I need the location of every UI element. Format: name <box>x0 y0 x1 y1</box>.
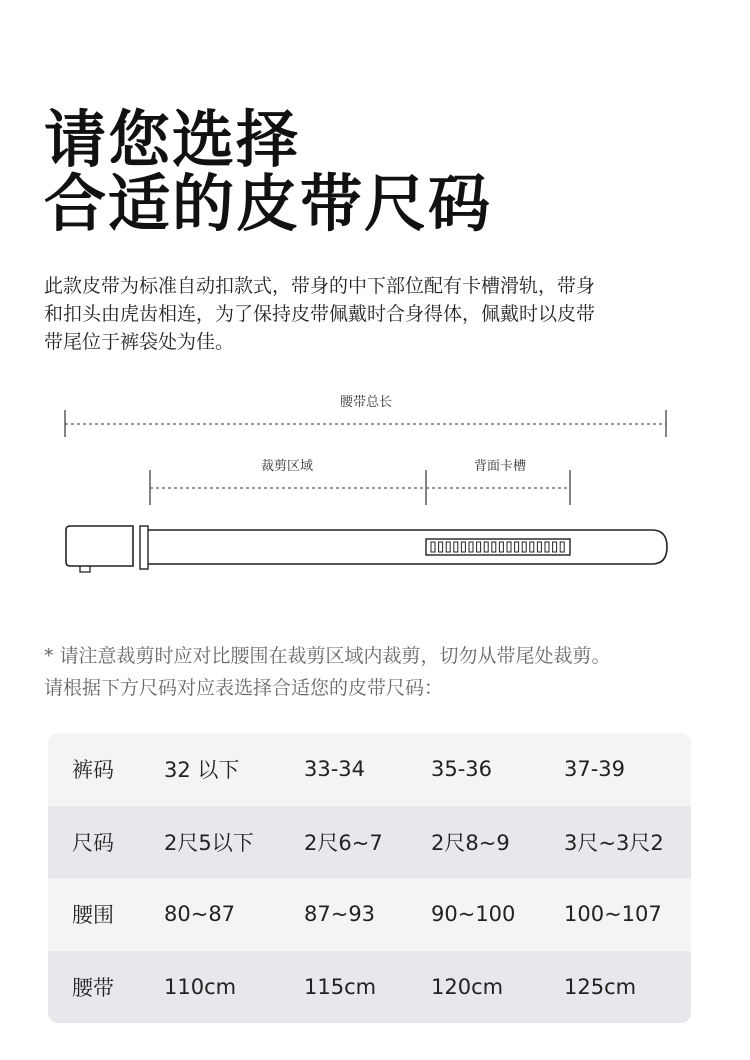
title-line-2: 合适的皮带尺码 <box>44 167 493 240</box>
table-row <box>48 806 691 879</box>
title-line-1: 请您选择 <box>44 103 301 176</box>
table-row <box>48 878 691 951</box>
intro-line-1: 此款皮带为标准自动扣款式，带身的中下部位配有卡槽滑轨，带身 <box>44 275 596 297</box>
table-cell: 120cm <box>431 974 504 999</box>
belt-buckle <box>66 526 133 566</box>
page-title <box>44 103 493 240</box>
intro-line-3: 带尾位于裤袋处为佳。 <box>44 331 235 353</box>
size-table <box>48 733 691 1023</box>
table-cell: 125cm <box>564 974 637 999</box>
table-cell: 87~93 <box>304 902 376 927</box>
cutting-note <box>44 640 724 704</box>
table-cell: 37-39 <box>564 757 626 782</box>
row-header: 腰围 <box>72 903 114 928</box>
cut-area-label: 裁剪区域 <box>260 459 314 474</box>
intro-line-2: 和扣头由虎齿相连，为了保持皮带佩戴时合身得体，佩戴时以皮带 <box>44 303 596 325</box>
belt-loop <box>140 526 148 569</box>
table-cell: 115cm <box>304 974 377 999</box>
row-header: 腰带 <box>72 975 114 1000</box>
table-row <box>48 951 691 1024</box>
table-cell: 32 以下 <box>164 758 240 783</box>
table-cell: 3尺~3尺2 <box>564 830 664 855</box>
table-cell: 2尺6~7 <box>304 830 383 855</box>
table-cell: 80~87 <box>164 902 236 927</box>
buckle-tab <box>80 566 90 572</box>
table-cell: 35-36 <box>431 757 493 782</box>
belt-diagram <box>0 380 750 590</box>
table-cell: 90~100 <box>431 902 516 927</box>
table-cell: 33-34 <box>304 757 366 782</box>
row-header: 裤码 <box>72 758 114 783</box>
back-slot-rail <box>426 539 570 555</box>
table-cell: 2尺5以下 <box>164 830 254 855</box>
intro-text <box>44 272 684 356</box>
table-cell: 110cm <box>164 974 237 999</box>
note-line-1: * 请注意裁剪时应对比腰围在裁剪区域内裁剪，切勿从带尾处裁剪。 <box>44 645 611 667</box>
note-line-2: 请根据下方尺码对应表选择合适您的皮带尺码： <box>44 677 444 699</box>
table-cell: 100~107 <box>564 902 662 927</box>
belt-strap <box>148 530 667 564</box>
total-length-label: 腰带总长 <box>339 395 393 410</box>
table-row <box>48 733 691 806</box>
back-slot-label: 背面卡槽 <box>473 459 527 474</box>
table-cell: 2尺8~9 <box>431 830 510 855</box>
row-header: 尺码 <box>72 830 114 855</box>
